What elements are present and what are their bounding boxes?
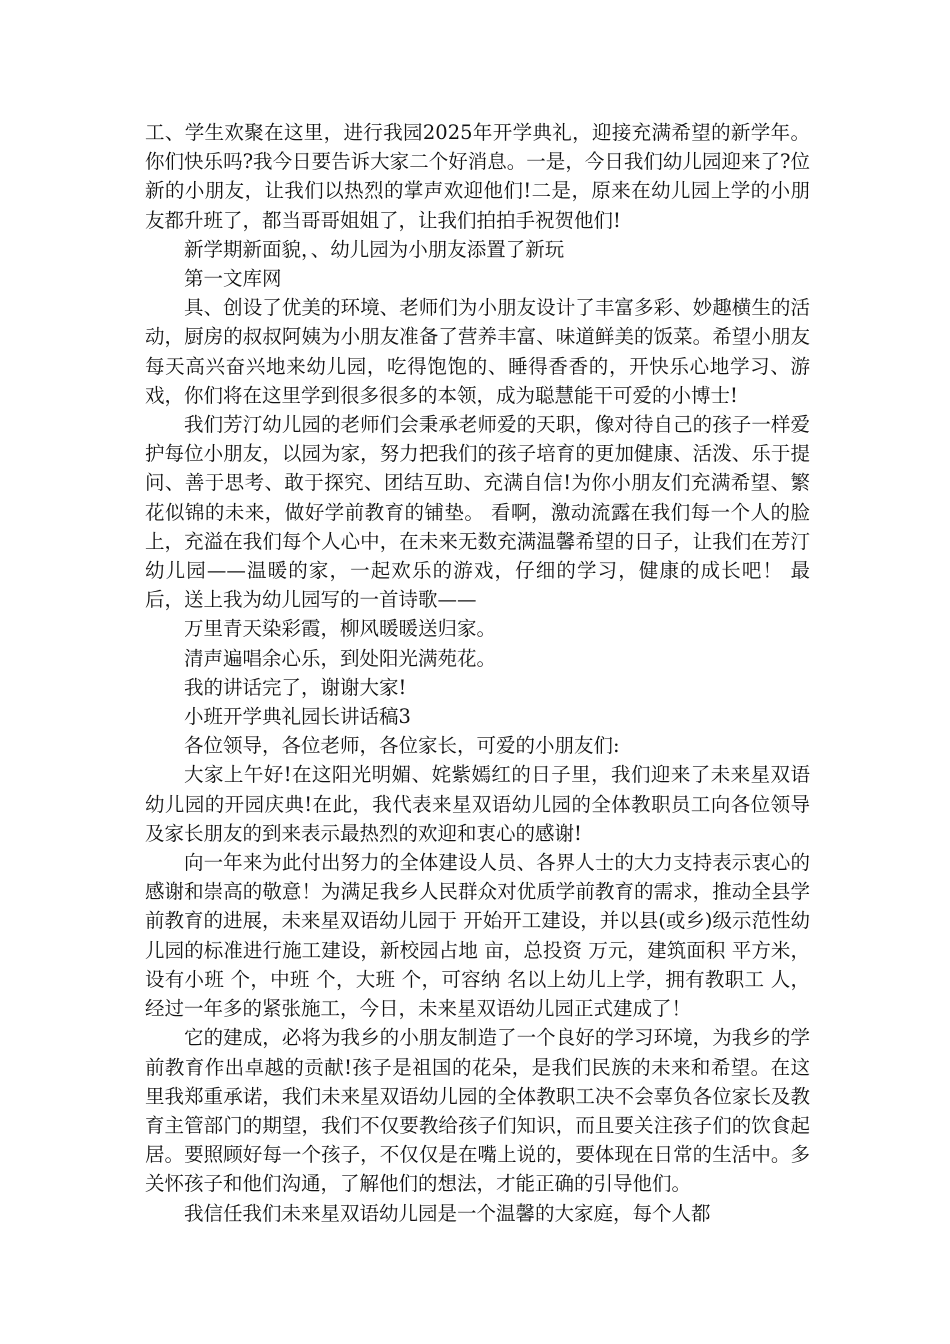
paragraph: 工、学生欢聚在这里，进行我园2025年开学典礼，迎接充满希望的新学年。你们快乐吗?我今日要告诉大家二个好消息。一是，今日我们幼儿园迎来了?位新的小朋友，让我们以热烈的掌声欢迎他们!二是，原来在幼儿园上学的小朋友都升班了，都当哥哥姐姐了，让我们拍拍手祝贺他们! bbox=[145, 121, 810, 232]
paragraph: 我的讲话完了，谢谢大家! bbox=[184, 675, 407, 699]
document-body bbox=[145, 118, 810, 1228]
paragraph: 它的建成，必将为我乡的小朋友制造了一个良好的学习环境，为我乡的学前教育作出卓越的贡献!孩子是祖国的花朵，是我们民族的未来和希望。在这里我郑重承诺，我们未来星双语幼儿园的全体教职工决不会辜负各位家长及教育主管部门的期望，我们不仅要教给孩子们知识，而且要关注孩子们的饮食起居。要照顾好每一个孩子，不仅仅是在嘴上说的，要体现在日常的生活中。多关怀孩子和他们沟通，了解他们的想法，才能正确的引导他们。 bbox=[145, 1026, 810, 1196]
section-title: 小班开学典礼园长讲话稿3 bbox=[184, 705, 411, 729]
poem-line: 清声遍唱余心乐，到处阳光满苑花。 bbox=[184, 646, 497, 670]
paragraph: 向一年来为此付出努力的全体建设人员、各界人士的大力支持表示衷心的感谢和崇高的敬意！为满足我乡人民群众对优质学前教育的需求，推动全县学前教育的进展，未来星双语幼儿园于 开始开工建设，并以县(或乡)级示范性幼儿园的标准进行施工建设，新校园占地 亩，总投资 万元，建筑面积 平方米，设有小班 个，中班 个，大班 个，可容纳 名以上幼儿上学，拥有教职工 人，经过一年多的紧张施工，今日，未来星双语幼儿园正式建成了！ bbox=[145, 851, 810, 1021]
paragraph: 新学期新面貌，、幼儿园为小朋友添置了新玩 bbox=[184, 237, 565, 261]
paragraph: 我们芳汀幼儿园的老师们会秉承老师爱的天职，像对待自己的孩子一样爱护每位小朋友，以园为家，努力把我们的孩子培育的更加健康、活泼、乐于提问、善于思考、敢于探究、团结互助、充满自信!为你小朋友们充满希望、繁花似锦的未来，做好学前教育的铺垫。 看啊，激动流露在我们每一个人的脸上，充溢在我们每个人心中，在未来无数充满温馨希望的日子，让我们在芳汀幼儿园——温暖的家，一起欢乐的游戏，仔细的学习，健康的成长吧！ 最后，送上我为幼儿园写的一首诗歌—— bbox=[145, 413, 810, 612]
paragraph: 大家上午好!在这阳光明媚、姹紫嫣红的日子里，我们迎来了未来星双语幼儿园的开园庆典!在此，我代表来星双语幼儿园的全体教职员工向各位领导及家长朋友的到来表示最热烈的欢迎和衷心的感谢! bbox=[145, 763, 810, 845]
paragraph: 具、创设了优美的环境、老师们为小朋友设计了丰富多彩、妙趣横生的活动，厨房的叔叔阿姨为小朋友准备了营养丰富、味道鲜美的饭菜。希望小朋友每天高兴奋兴地来幼儿园，吃得饱饱的、睡得香香的，开快乐心地学习、游戏，你们将在这里学到很多很多的本领，成为聪慧能干可爱的小博士! bbox=[145, 296, 810, 407]
poem-line: 万里青天染彩霞，柳风暖暖送归家。 bbox=[184, 617, 497, 641]
salutation: 各位领导，各位老师，各位家长，可爱的小朋友们: bbox=[184, 734, 620, 758]
paragraph: 我信任我们未来星双语幼儿园是一个温馨的大家庭，每个人都 bbox=[184, 1201, 711, 1225]
paragraph: 第一文库网 bbox=[184, 267, 282, 291]
